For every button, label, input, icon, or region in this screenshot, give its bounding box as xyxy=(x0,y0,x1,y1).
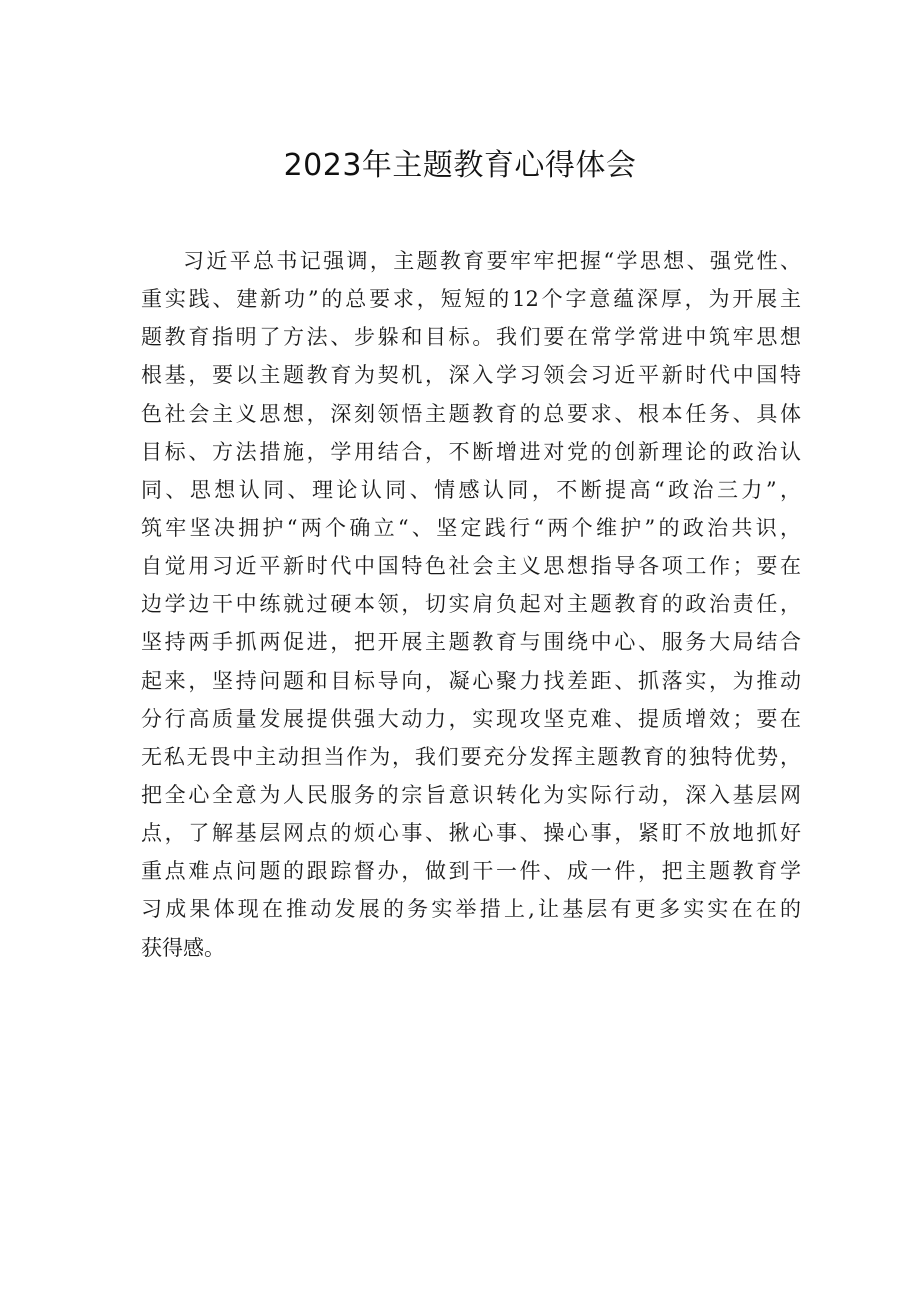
paragraph-line-9: 自觉用习近平新时代中国特色社会主义思想指导各项工作；要在 xyxy=(141,554,801,579)
body-paragraph xyxy=(141,242,801,967)
paragraph-line-12: 起来，坚持问题和目标导向，凝心聚力找差距、抓落实，为推动 xyxy=(141,668,801,693)
paragraph-line-1: 习近平总书记强调，主题教育要牢牢把握“学思想、强党性、 xyxy=(183,249,801,273)
paragraph-line-15: 把全心全意为人民服务的宗旨意识转化为实际行动，深入基层网 xyxy=(141,782,801,807)
paragraph-line-10: 边学边干中练就过硬本领，切实肩负起对主题教育的政治责任， xyxy=(141,592,801,617)
paragraph-line-3: 题教育指明了方法、步躲和目标。我们要在常学常进中筑牢思想 xyxy=(141,325,801,350)
paragraph-line-11: 坚持两手抓两促进，把开展主题教育与围绕中心、服务大局结合 xyxy=(141,630,801,655)
paragraph-line-14: 无私无畏中主动担当作为，我们要充分发挥主题教育的独特优势， xyxy=(141,744,801,769)
document-title: 2023年主题教育心得体会 xyxy=(283,148,637,183)
paragraph-line-16: 点，了解基层网点的烦心事、揪心事、操心事，紧盯不放地抓好 xyxy=(141,821,801,846)
paragraph-line-18: 习成果体现在推动发展的务实举措上,让基层有更多实实在在的 xyxy=(141,897,801,922)
paragraph-line-6: 目标、方法措施，学用结合，不断增进对党的创新理论的政治认 xyxy=(141,439,801,464)
paragraph-line-17: 重点难点问题的跟踪督办，做到干一件、成一件，把主题教育学 xyxy=(141,859,801,884)
paragraph-line-13: 分行高质量发展提供强大动力，实现攻坚克难、提质增效；要在 xyxy=(141,706,801,731)
paragraph-line-8: 筑牢坚决拥护“两个确立“、坚定践行“两个维护”的政治共识， xyxy=(141,515,801,540)
paragraph-line-2: 重实践、建新功”的总要求，短短的12个字意蕴深厚，为开展主 xyxy=(141,287,801,312)
paragraph-line-7: 同、思想认同、理论认同、情感认同，不断提高“政治三力”， xyxy=(141,477,801,502)
paragraph-line-19: 获得感。 xyxy=(141,935,225,960)
paragraph-line-4: 根基，要以主题教育为契机，深入学习领会习近平新时代中国特 xyxy=(141,363,801,388)
paragraph-line-5: 色社会主义思想，深刻领悟主题教育的总要求、根本任务、具体 xyxy=(141,401,801,426)
